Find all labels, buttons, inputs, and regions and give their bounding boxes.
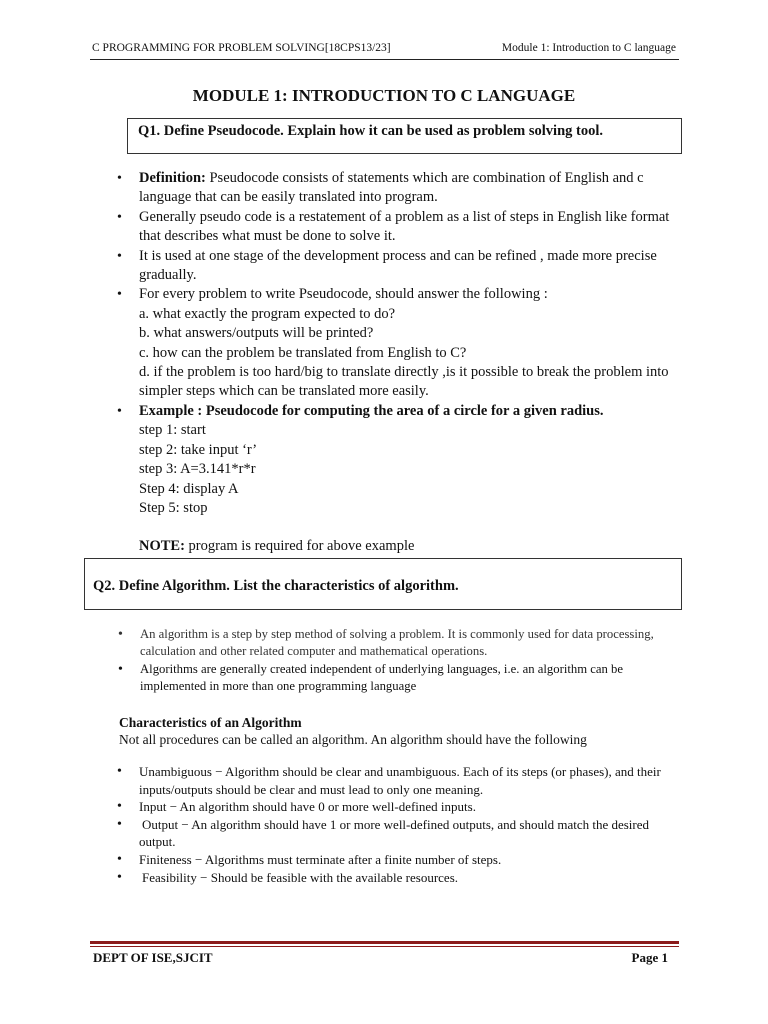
list-item: [139, 285, 679, 401]
list-item: [139, 169, 679, 208]
note-label: NOTE:: [139, 538, 185, 555]
step-line: Step 4: display A: [139, 480, 239, 497]
step-line: Step 5: stop: [139, 499, 208, 516]
characteristics-intro: Not all procedures can be called an algorithm. An algorithm should have the following: [119, 732, 587, 747]
characteristics-heading: Characteristics of an Algorithm: [119, 715, 302, 730]
header-course: C PROGRAMMING FOR PROBLEM SOLVING[18CPS13/23]: [92, 42, 391, 54]
header-rule: [90, 59, 679, 60]
list-item-text: An algorithm is a step by step method of solving a problem. It is commonly used for data processing, calculation and other related computer and mathematical operations.: [140, 627, 654, 658]
definition-text: Pseudocode consists of statements which are combination of English and c language that can be easily translated into program.: [139, 170, 644, 206]
header-module: Module 1: Introduction to C language: [501, 42, 676, 54]
list-item-text: Finiteness − Algorithms must terminate after a finite number of steps.: [139, 851, 502, 867]
sub-item-c: c. how can the problem be translated from English to C?: [139, 344, 467, 361]
note-line: [139, 537, 679, 556]
footer-rule: [90, 941, 679, 947]
pseudocode-list: [139, 169, 679, 557]
list-item-text: Algorithms are generally created independent of underlying languages, i.e. an algorithm can be implemented in more than one programming language: [140, 662, 624, 693]
sub-item-a: a. what exactly the program expected to do?: [139, 305, 396, 322]
list-item: [139, 851, 679, 869]
sub-item-d: d. if the problem is too hard/big to translate directly ,is it possible to break the problem into simpler steps which can be translated more easily.: [139, 364, 669, 400]
list-item: [139, 402, 679, 557]
example-heading: Example : Pseudocode for computing the area of a circle for a given radius.: [139, 402, 604, 419]
step-line: step 1: start: [139, 422, 206, 439]
list-item: [139, 798, 679, 816]
page-number: Page 1: [631, 950, 668, 965]
list-item-text: Output − An algorithm should have 1 or more well-defined outputs, and should match the desired output.: [139, 816, 650, 850]
step-line: step 2: take input ‘r’: [139, 441, 258, 458]
list-item-text: Unambiguous − Algorithm should be clear and unambiguous. Each of its steps (or phases), and their inputs/outputs should be clear and must lead to only one meaning.: [139, 764, 661, 797]
list-item-text: Feasibility − Should be feasible with the available resources.: [142, 869, 458, 885]
list-item-text: Generally pseudo code is a restatement of a problem as a list of steps in English like format that describes what must be done to solve it.: [139, 208, 670, 245]
page-title: MODULE 1: INTRODUCTION TO C LANGUAGE: [192, 86, 576, 105]
question-2-box: Q2. Define Algorithm. List the characteristics of algorithm.: [84, 558, 682, 610]
sub-item-b: b. what answers/outputs will be printed?: [139, 325, 374, 342]
characteristics-list: [139, 763, 679, 886]
algorithm-list: [140, 626, 680, 696]
list-item: [139, 816, 679, 851]
list-item: [139, 247, 679, 286]
list-item: [139, 763, 679, 798]
list-item-text: • For every problem to write Pseudocode, should answer the following :: [139, 286, 548, 303]
list-item: [140, 661, 680, 695]
list-item: [140, 626, 680, 660]
list-item: [139, 869, 679, 887]
footer-dept: DEPT OF ISE,SJCIT: [93, 950, 213, 965]
note-text: program is required for above example: [188, 538, 415, 555]
list-item: [139, 208, 679, 247]
page-header: [92, 42, 676, 58]
list-item-text: Input − An algorithm should have 0 or more well-defined inputs.: [139, 799, 476, 815]
definition-label: Definition:: [139, 170, 206, 186]
step-line: step 3: A=3.141*r*r: [139, 461, 256, 478]
question-1-box: Q1. Define Pseudocode. Explain how it can be used as problem solving tool.: [127, 118, 682, 154]
list-item-text: It is used at one stage of the development process and can be refined , made more precise gradually.: [139, 247, 657, 284]
